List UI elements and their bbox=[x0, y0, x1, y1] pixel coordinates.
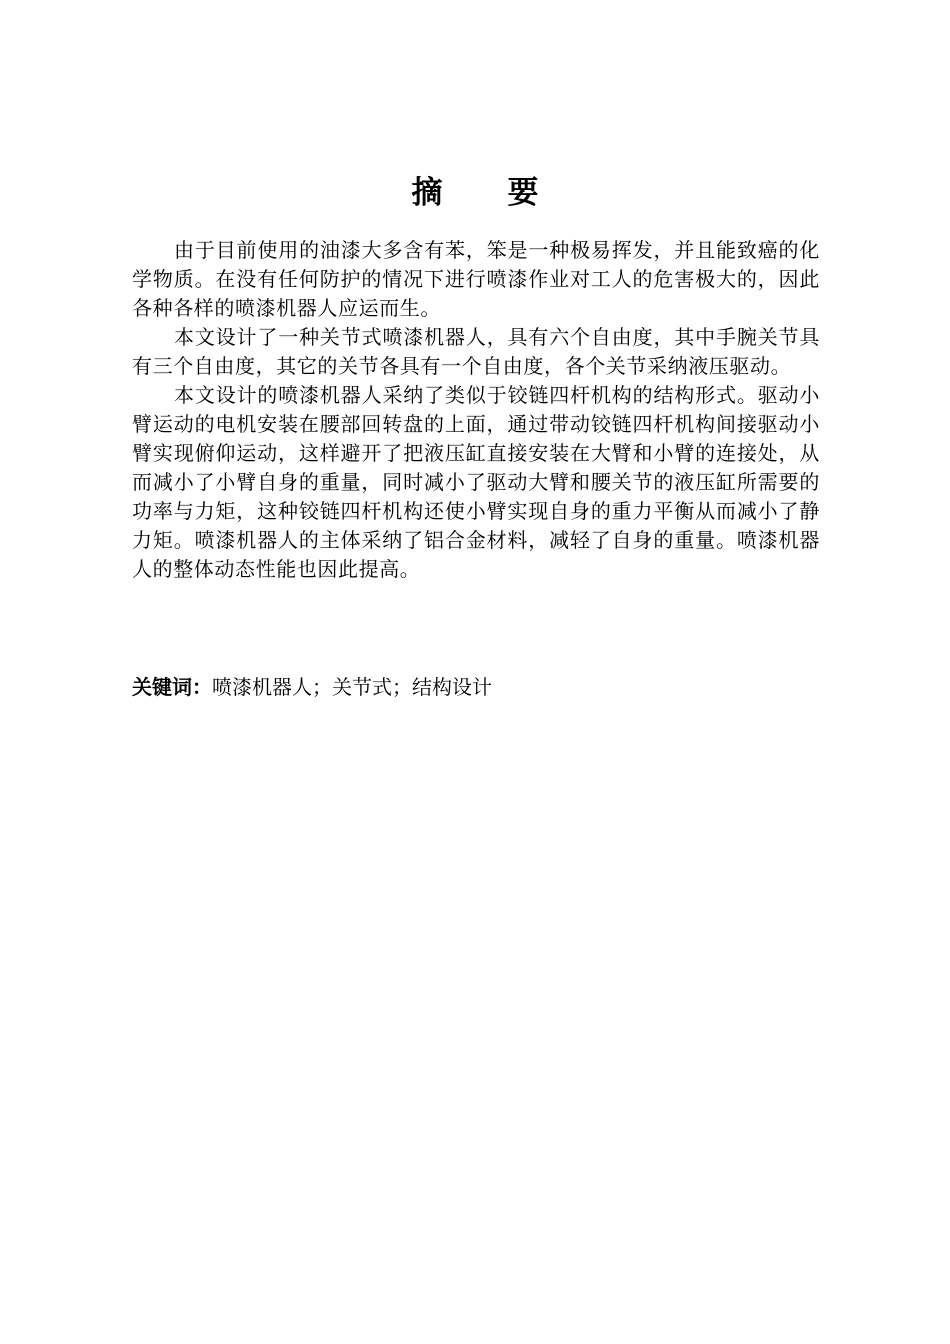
abstract-paragraph-3: 本文设计的喷漆机器人采纳了类似于铰链四杆机构的结构形式。驱动小臂运动的电机安装在腰部回转盘的上面，通过带动铰链四杆机构间接驱动小臂实现俯仰运动，这样避开了把液压缸直接安装在大臂和小臂的连接处，从而减小了小臂自身的重量，同时减小了驱动大臂和腰关节的液压缸所需要的功率与力矩，这种铰链四杆机构还使小臂实现自身的重力平衡从而减小了静力矩。喷漆机器人的主体采纳了铝合金材料，减轻了自身的重量。喷漆机器人的整体动态性能也因此提高。 bbox=[132, 383, 820, 581]
keywords-text: 喷漆机器人；关节式；结构设计 bbox=[212, 675, 492, 699]
abstract-body bbox=[132, 236, 820, 584]
keywords-label: 关键词： bbox=[132, 675, 212, 699]
abstract-paragraph-2: 本文设计了一种关节式喷漆机器人，具有六个自由度，其中手腕关节具有三个自由度，其它的关节各具有一个自由度，各个关节采纳液压驱动。 bbox=[132, 325, 820, 378]
page-title: 摘要 bbox=[411, 175, 604, 211]
keywords-line bbox=[132, 673, 820, 702]
abstract-paragraph-1: 由于目前使用的油漆大多含有苯，笨是一种极易挥发，并且能致癌的化学物质。在没有任何防护的情况下进行喷漆作业对工人的危害极大的，因此各种各样的喷漆机器人应运而生。 bbox=[132, 238, 820, 320]
